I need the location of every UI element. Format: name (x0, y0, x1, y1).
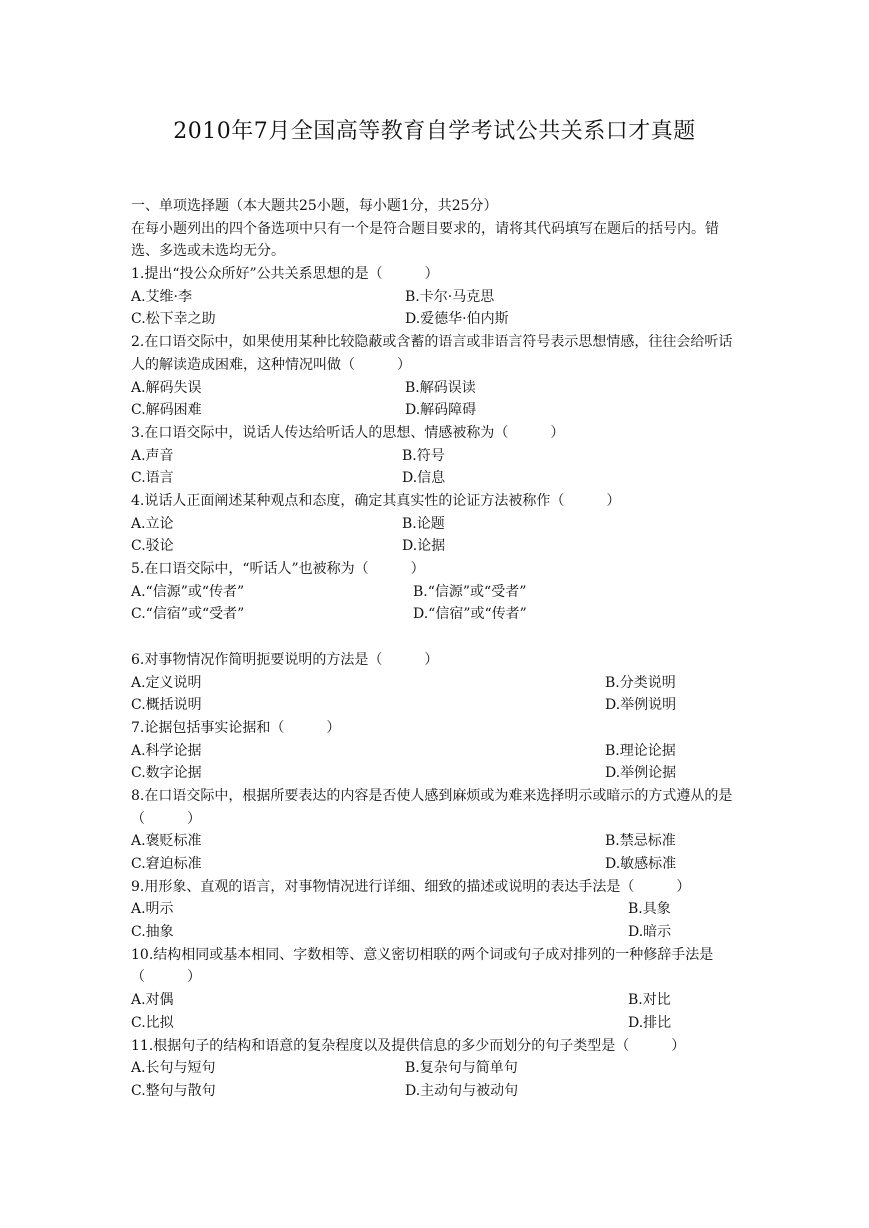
option-row (131, 762, 741, 785)
option-b: B.理论论据 (605, 742, 676, 759)
option-row (131, 672, 741, 695)
option-row (131, 445, 741, 468)
question-stem: 3.在口语交际中，说话人传达给听话人的思想、情感被称为（ ） (131, 424, 565, 441)
option-row (131, 467, 741, 490)
question-stem: 8.在口语交际中，根据所要表达的内容是否使人感到麻烦或为难来选择明示或暗示的方式遵从的是（ ） (131, 787, 733, 827)
option-a: A.对偶 (131, 992, 174, 1009)
option-c: C.驳论 (131, 538, 174, 555)
option-a: A.“信源”或“传者” (131, 583, 245, 600)
option-b: B.分类说明 (605, 674, 676, 691)
option-b: B.禁忌标准 (605, 833, 676, 850)
option-b: B.论题 (402, 515, 445, 532)
question-stem: 7.论据包括事实论据和（ ） (131, 719, 341, 736)
option-b: B.复杂句与简单句 (405, 1060, 518, 1077)
option-row (131, 898, 741, 921)
option-d: D.信息 (402, 470, 446, 487)
option-a: A.褒贬标准 (131, 833, 202, 850)
option-c: C.抽象 (131, 924, 174, 941)
question-stem: 1.提出“投公众所好”公共关系思想的是（ ） (131, 266, 439, 283)
option-a: A.解码失误 (131, 379, 202, 396)
option-a: A.长句与短句 (131, 1060, 216, 1077)
option-a: A.声音 (131, 447, 174, 464)
option-c: C.数字论据 (131, 765, 202, 782)
option-a: A.定义说明 (131, 674, 202, 691)
option-row (131, 740, 741, 763)
option-row (131, 377, 741, 400)
option-c: C.语言 (131, 470, 174, 487)
question-stem: 4.说话人正面阐述某种观点和态度，确定其真实性的论证方法被称作（ ） (131, 493, 621, 509)
option-d: D.排比 (628, 1014, 672, 1031)
option-row (131, 1080, 741, 1103)
option-a: A.艾维·李 (131, 288, 193, 305)
option-d: D.暗示 (628, 924, 672, 941)
option-b: B.“信源”或“受者” (413, 583, 527, 600)
option-c: C.解码困难 (131, 402, 202, 419)
option-row (131, 513, 741, 536)
option-a: A.立论 (131, 515, 174, 532)
question-stem: 5.在口语交际中，“听话人”也被称为（ ） (131, 561, 425, 578)
exam-content (131, 195, 741, 1103)
option-c: C.“信宿”或“受者” (131, 606, 245, 623)
option-b: B.卡尔·马克思 (405, 288, 495, 305)
option-row (131, 921, 741, 944)
option-b: B.具象 (628, 901, 671, 918)
option-row (131, 1012, 741, 1035)
option-d: D.举例论据 (605, 765, 677, 782)
option-c: C.松下幸之助 (131, 311, 216, 328)
option-d: D.“信宿”或“传者” (413, 606, 527, 623)
option-row (131, 399, 741, 422)
question-stem: 6.对事物情况作简明扼要说明的方法是（ ） (131, 651, 439, 668)
option-a: A.科学论据 (131, 742, 202, 759)
option-c: C.窘迫标准 (131, 856, 202, 873)
option-c: C.比拟 (131, 1014, 174, 1031)
option-row (131, 581, 741, 604)
question-stem: 11.根据句子的结构和语意的复杂程度以及提供信息的多少而划分的句子类型是（ ） (131, 1037, 686, 1054)
option-d: D.主动句与被动句 (405, 1082, 519, 1099)
option-row (131, 1057, 741, 1080)
option-a: A.明示 (131, 901, 174, 918)
option-d: D.解码障碍 (405, 402, 477, 419)
option-row (131, 830, 741, 853)
option-row (131, 286, 741, 309)
option-row (131, 694, 741, 717)
option-row (131, 989, 741, 1012)
option-b: B.符号 (402, 447, 445, 464)
option-c: C.概括说明 (131, 697, 202, 714)
question-stem: 9.用形象、直观的语言，对事物情况进行详细、细致的描述或说明的表达手法是（ ） (131, 878, 691, 895)
section-heading: 一、单项选择题（本大题共25小题，每小题1分，共25分） (131, 198, 498, 214)
page-title: 2010年7月全国高等教育自学考试公共关系口才真题 (173, 119, 696, 144)
option-row (131, 853, 741, 876)
section-instructions: 在每小题列出的四个备选项中只有一个是符合题目要求的，请将其代码填写在题后的括号内。错选、多选或未选均无分。 (131, 220, 719, 260)
option-row (131, 535, 741, 558)
option-row (131, 308, 741, 331)
option-c: C.整句与散句 (131, 1082, 216, 1099)
blank-line (131, 626, 741, 649)
option-b: B.对比 (628, 992, 671, 1009)
option-row (131, 603, 741, 626)
question-stem: 2.在口语交际中，如果使用某种比较隐蔽或含蓄的语言或非语言符号表示思想情感，往往会给听话人的解读造成困难，这种情况叫做（ ） (131, 334, 733, 373)
option-b: B.解码误读 (405, 379, 476, 396)
option-d: D.论据 (402, 538, 446, 555)
option-d: D.爱德华·伯内斯 (405, 311, 509, 328)
option-d: D.举例说明 (605, 697, 677, 714)
option-d: D.敏感标准 (605, 856, 677, 873)
question-stem: 10.结构相同或基本相同、字数相等、意义密切相联的两个词或句子成对排列的一种修辞手法是（ ） (131, 946, 714, 986)
